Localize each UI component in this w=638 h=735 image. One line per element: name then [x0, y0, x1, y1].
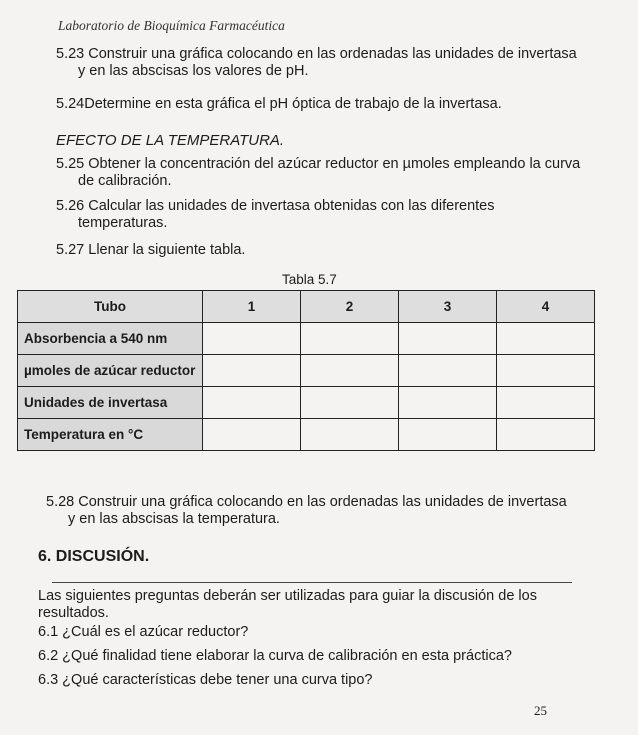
table-cell	[203, 323, 301, 355]
item-5-27: 5.27 Llenar la siguiente tabla.	[56, 242, 246, 258]
header-cell-4: 4	[497, 291, 595, 323]
running-header: Laboratorio de Bioquímica Farmacéutica	[58, 18, 285, 33]
item-5-26-line2: temperaturas.	[78, 215, 168, 231]
item-5-25-line1: 5.25 Obtener la concentración del azúcar reductor en µmoles empleando la curva	[56, 156, 581, 172]
section-divider	[52, 582, 572, 583]
table-cell	[497, 387, 595, 419]
question-6-1: 6.1 ¿Cuál es el azúcar reductor?	[38, 624, 249, 640]
page-number: 25	[534, 703, 547, 718]
table-cell	[399, 323, 497, 355]
header-cell-tubo: Tubo	[18, 291, 203, 323]
header-cell-1: 1	[203, 291, 301, 323]
table-cell	[203, 355, 301, 387]
item-5-23-line2: y en las abscisas los valores de pH.	[78, 63, 309, 79]
item-5-28-line1: 5.28 Construir una gráfica colocando en las ordenadas las unidades de invertasa	[46, 494, 567, 510]
item-5-25-line2: de calibración.	[78, 173, 172, 189]
item-5-26-line1: 5.26 Calcular las unidades de invertasa obtenidas con las diferentes	[56, 198, 495, 214]
results-table	[17, 290, 595, 451]
table-cell	[497, 419, 595, 451]
item-5-28	[46, 494, 567, 528]
row-label-absorbencia: Absorbencia a 540 nm	[18, 323, 203, 355]
discussion-intro-line1: Las siguientes preguntas deberán ser utilizadas para guiar la discusión de los	[38, 588, 537, 604]
table-caption: Tabla 5.7	[282, 272, 337, 287]
discussion-intro	[38, 588, 537, 622]
table-cell	[399, 387, 497, 419]
table-cell	[399, 419, 497, 451]
table-cell	[301, 355, 399, 387]
table-cell	[203, 387, 301, 419]
item-5-23	[56, 46, 577, 80]
table-row	[18, 419, 595, 451]
row-label-umoles: µmoles de azúcar reductor	[18, 355, 203, 387]
section-heading-temperatura: EFECTO DE LA TEMPERATURA.	[56, 132, 285, 149]
section-heading-discusion: 6. DISCUSIÓN.	[38, 548, 150, 565]
table-row	[18, 355, 595, 387]
table-cell	[399, 355, 497, 387]
item-5-26	[56, 198, 576, 232]
item-5-28-line2: y en las abscisas la temperatura.	[68, 511, 280, 527]
question-6-2: 6.2 ¿Qué finalidad tiene elaborar la curva de calibración en esta práctica?	[38, 648, 512, 664]
row-label-temperatura: Temperatura en °C	[18, 419, 203, 451]
header-cell-2: 2	[301, 291, 399, 323]
item-5-24: 5.24Determine en esta gráfica el pH óptica de trabajo de la invertasa.	[56, 96, 502, 112]
item-5-23-line1: 5.23 Construir una gráfica colocando en las ordenadas las unidades de invertasa	[56, 46, 577, 62]
table-row	[18, 387, 595, 419]
item-5-25	[56, 156, 580, 190]
table-cell	[497, 323, 595, 355]
table-cell	[497, 355, 595, 387]
table-cell	[301, 419, 399, 451]
table-cell	[301, 387, 399, 419]
table-row	[18, 323, 595, 355]
table-cell	[301, 323, 399, 355]
header-cell-3: 3	[399, 291, 497, 323]
table-cell	[203, 419, 301, 451]
question-6-3: 6.3 ¿Qué características debe tener una curva tipo?	[38, 672, 373, 688]
row-label-unidades: Unidades de invertasa	[18, 387, 203, 419]
discussion-intro-line2: resultados.	[38, 605, 109, 621]
table-header-row	[18, 291, 595, 323]
